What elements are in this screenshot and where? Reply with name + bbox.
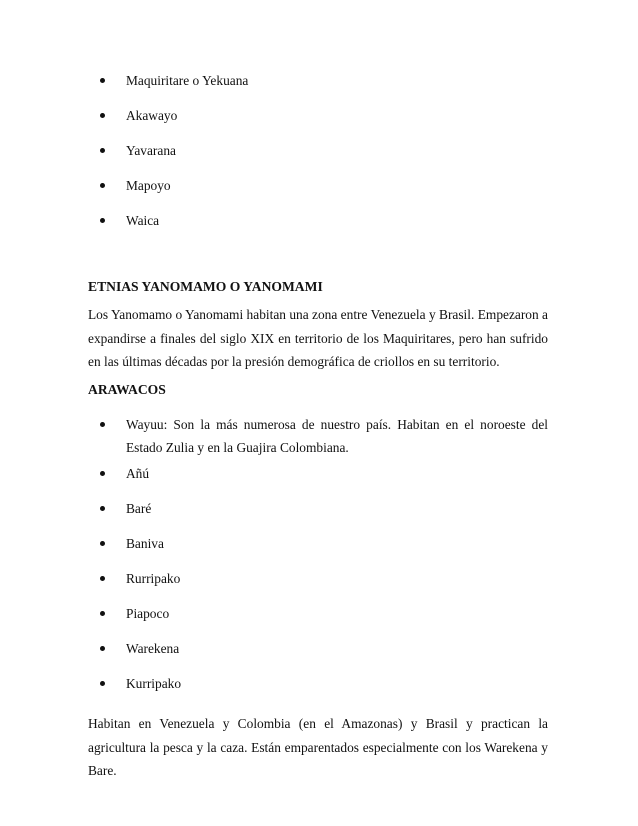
list-item-text: Mapoyo	[126, 178, 171, 193]
section-heading-arawacos: ARAWACOS	[88, 382, 166, 397]
bullet-icon	[100, 681, 105, 686]
list-item-text: Akawayo	[126, 108, 178, 123]
bullet-icon	[100, 541, 105, 546]
list-item-text: Yavarana	[126, 143, 176, 158]
list-item-text: Piapoco	[126, 606, 170, 621]
bullet-icon	[100, 183, 105, 188]
list-item	[96, 139, 548, 174]
list-item-text: Waica	[126, 213, 160, 228]
list-item	[96, 532, 548, 567]
list-item-text: Añú	[126, 466, 150, 481]
list-item	[96, 672, 548, 707]
list-item-text: Maquiritare o Yekuana	[126, 73, 249, 88]
list-item	[96, 209, 548, 244]
list-item	[96, 104, 548, 139]
list-item	[96, 497, 548, 532]
bullet-icon	[100, 78, 105, 83]
list-item-text: Warekena	[126, 641, 180, 656]
list-item-text: Rurripako	[126, 571, 181, 586]
list-item-text: Baré	[126, 501, 152, 516]
list-item-text: Baniva	[126, 536, 164, 551]
bullet-icon	[100, 113, 105, 118]
paragraph-yanomami: Los Yanomamo o Yanomami habitan una zona entre Venezuela y Brasil. Empezaron a expandirse a finales del siglo XIX en territorio de los Maquiritares, pero han sufrido en las últimas décadas por la presión demográfica de criollos en su territorio.	[88, 307, 548, 369]
bullet-icon	[100, 646, 105, 651]
bullet-icon	[100, 576, 105, 581]
arawacos-list	[96, 413, 548, 707]
list-item	[96, 637, 548, 672]
bullet-icon	[100, 506, 105, 511]
bullet-icon	[100, 471, 105, 476]
ethnic-list-top	[96, 69, 548, 244]
list-item	[96, 69, 548, 104]
bullet-icon	[100, 218, 105, 223]
list-item-text: Wayuu: Son la más numerosa de nuestro país. Habitan en el noroeste del Estado Zulia y en la Guajira Colombiana.	[126, 417, 548, 455]
section-heading-yanomami: ETNIAS YANOMAMO O YANOMAMI	[88, 279, 323, 294]
list-item	[96, 567, 548, 602]
bullet-icon	[100, 422, 105, 427]
bullet-icon	[100, 148, 105, 153]
list-item	[96, 413, 548, 462]
list-item	[96, 174, 548, 209]
bullet-icon	[100, 611, 105, 616]
list-item	[96, 602, 548, 637]
list-item-text: Kurripako	[126, 676, 182, 691]
list-item	[96, 462, 548, 497]
paragraph-arawacos: Habitan en Venezuela y Colombia (en el Amazonas) y Brasil y practican la agricultura la pesca y la caza. Están emparentados especialmente con los Warekena y Bare.	[88, 716, 548, 778]
